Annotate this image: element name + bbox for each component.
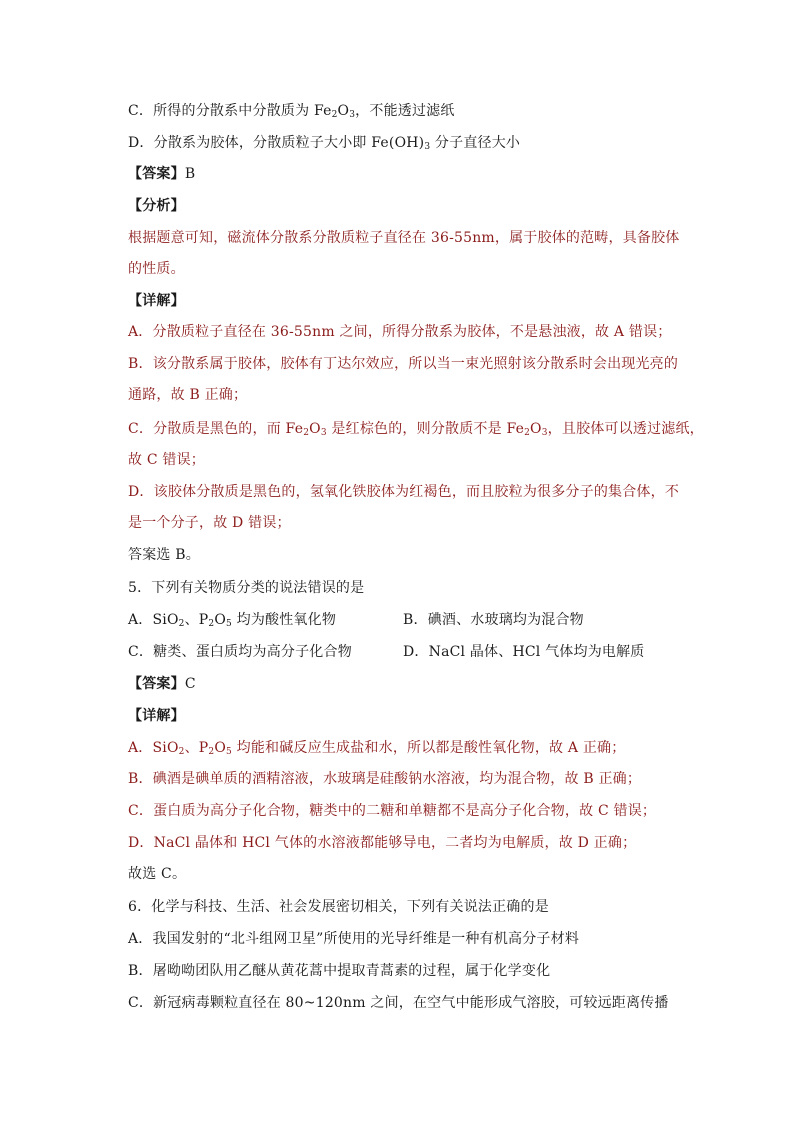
question-6-option-a: A．我国发射的“北斗组网卫星”所使用的光导纤维是一种有机高分子材料	[128, 931, 580, 947]
detail-b-line-2: 通路，故 B 正确；	[128, 387, 248, 403]
question-6-stem: 6．化学与科技、生活、社会发展密切相关，下列有关说法正确的是	[128, 899, 549, 915]
detail-c-line-1: C．分散质是黑色的，而 $Fe_2O_3$ 是红棕色的，则分散质不是 $Fe_2O_3$，且胶体可以透过滤纸，	[128, 421, 704, 438]
answer-tag: 【答案】	[128, 166, 185, 182]
answer-tag: 【答案】	[128, 676, 185, 692]
conclusion-line-2: 故选 C。	[128, 866, 187, 882]
question-5-option-a: A．SiO$_2$、$P_2O_5$ 均为酸性氧化物	[128, 612, 337, 629]
question-6-option-c: C．新冠病毒颗粒直径在 80~120nm 之间，在空气中能形成气溶胶，可较远距离传播	[128, 995, 669, 1011]
analysis-text-1: 根据题意可知，磁流体分散系分散质粒子直径在 36-55nm，属于胶体的范畴，具备胶体	[128, 230, 680, 246]
question-5-option-d: D．NaCl 晶体、HCl 气体均为电解质	[403, 644, 645, 660]
analysis-tag: 【分析】	[128, 198, 185, 214]
detail2-d-line: D．NaCl 晶体和 HCl 气体的水溶液都能够导电，二者均为电解质，故 D 正确；	[128, 835, 637, 851]
option-d-line: D．分散系为胶体，分散质粒子大小即 $Fe(OH)_3$ 分子直径大小	[128, 135, 521, 152]
question-5-option-c: C．糖类、蛋白质均为高分子化合物	[128, 644, 352, 660]
detail-c-line-2: 故 C 错误；	[128, 452, 206, 468]
answer-line-1	[128, 164, 195, 184]
conclusion-line-1: 答案选 B。	[128, 547, 200, 563]
question-5-options-row-1	[128, 610, 336, 630]
answer-value: B	[184, 166, 196, 182]
question-6-option-b: B．屠呦呦团队用乙醚从黄花蒿中提取青蒿素的过程，属于化学变化	[128, 963, 551, 979]
detail2-a-line: A．SiO$_2$、$P_2O_5$ 均能和碱反应生成盐和水，所以都是酸性氧化物，故 A 正确；	[128, 740, 626, 757]
detail-a-line: A．分散质粒子直径在 36-55nm 之间，所得分散系为胶体，不是悬浊液，故 A 错误；	[128, 324, 672, 340]
detail-tag-2: 【详解】	[128, 708, 185, 724]
answer-value: C	[184, 676, 196, 692]
detail-d-line-1: D．该胶体分散质是黑色的，氢氧化铁胶体为红褐色，而且胶粒为很多分子的集合体，不	[128, 484, 680, 500]
detail2-b-line: B．碘酒是碘单质的酒精溶液，水玻璃是硅酸钠水溶液，均为混合物，故 B 正确；	[128, 771, 642, 787]
question-5-option-b: B．碘酒、水玻璃均为混合物	[403, 612, 584, 628]
option-c-line: C．所得的分散系中分散质为 $Fe_2O_3$，不能透过滤纸	[128, 103, 455, 120]
detail-tag-1: 【详解】	[128, 293, 185, 309]
detail2-c-line: C．蛋白质为高分子化合物，糖类中的二糖和单糖都不是高分子化合物，故 C 错误；	[128, 803, 657, 819]
detail-d-line-2: 是一个分子，故 D 错误；	[128, 515, 291, 531]
analysis-text-2: 的性质。	[128, 261, 185, 277]
question-5-stem: 5．下列有关物质分类的说法错误的是	[128, 580, 365, 596]
answer-line-2	[128, 674, 196, 694]
detail-b-line-1: B．该分散系属于胶体，胶体有丁达尔效应，所以当一束光照射该分散系时会出现光亮的	[128, 356, 679, 372]
